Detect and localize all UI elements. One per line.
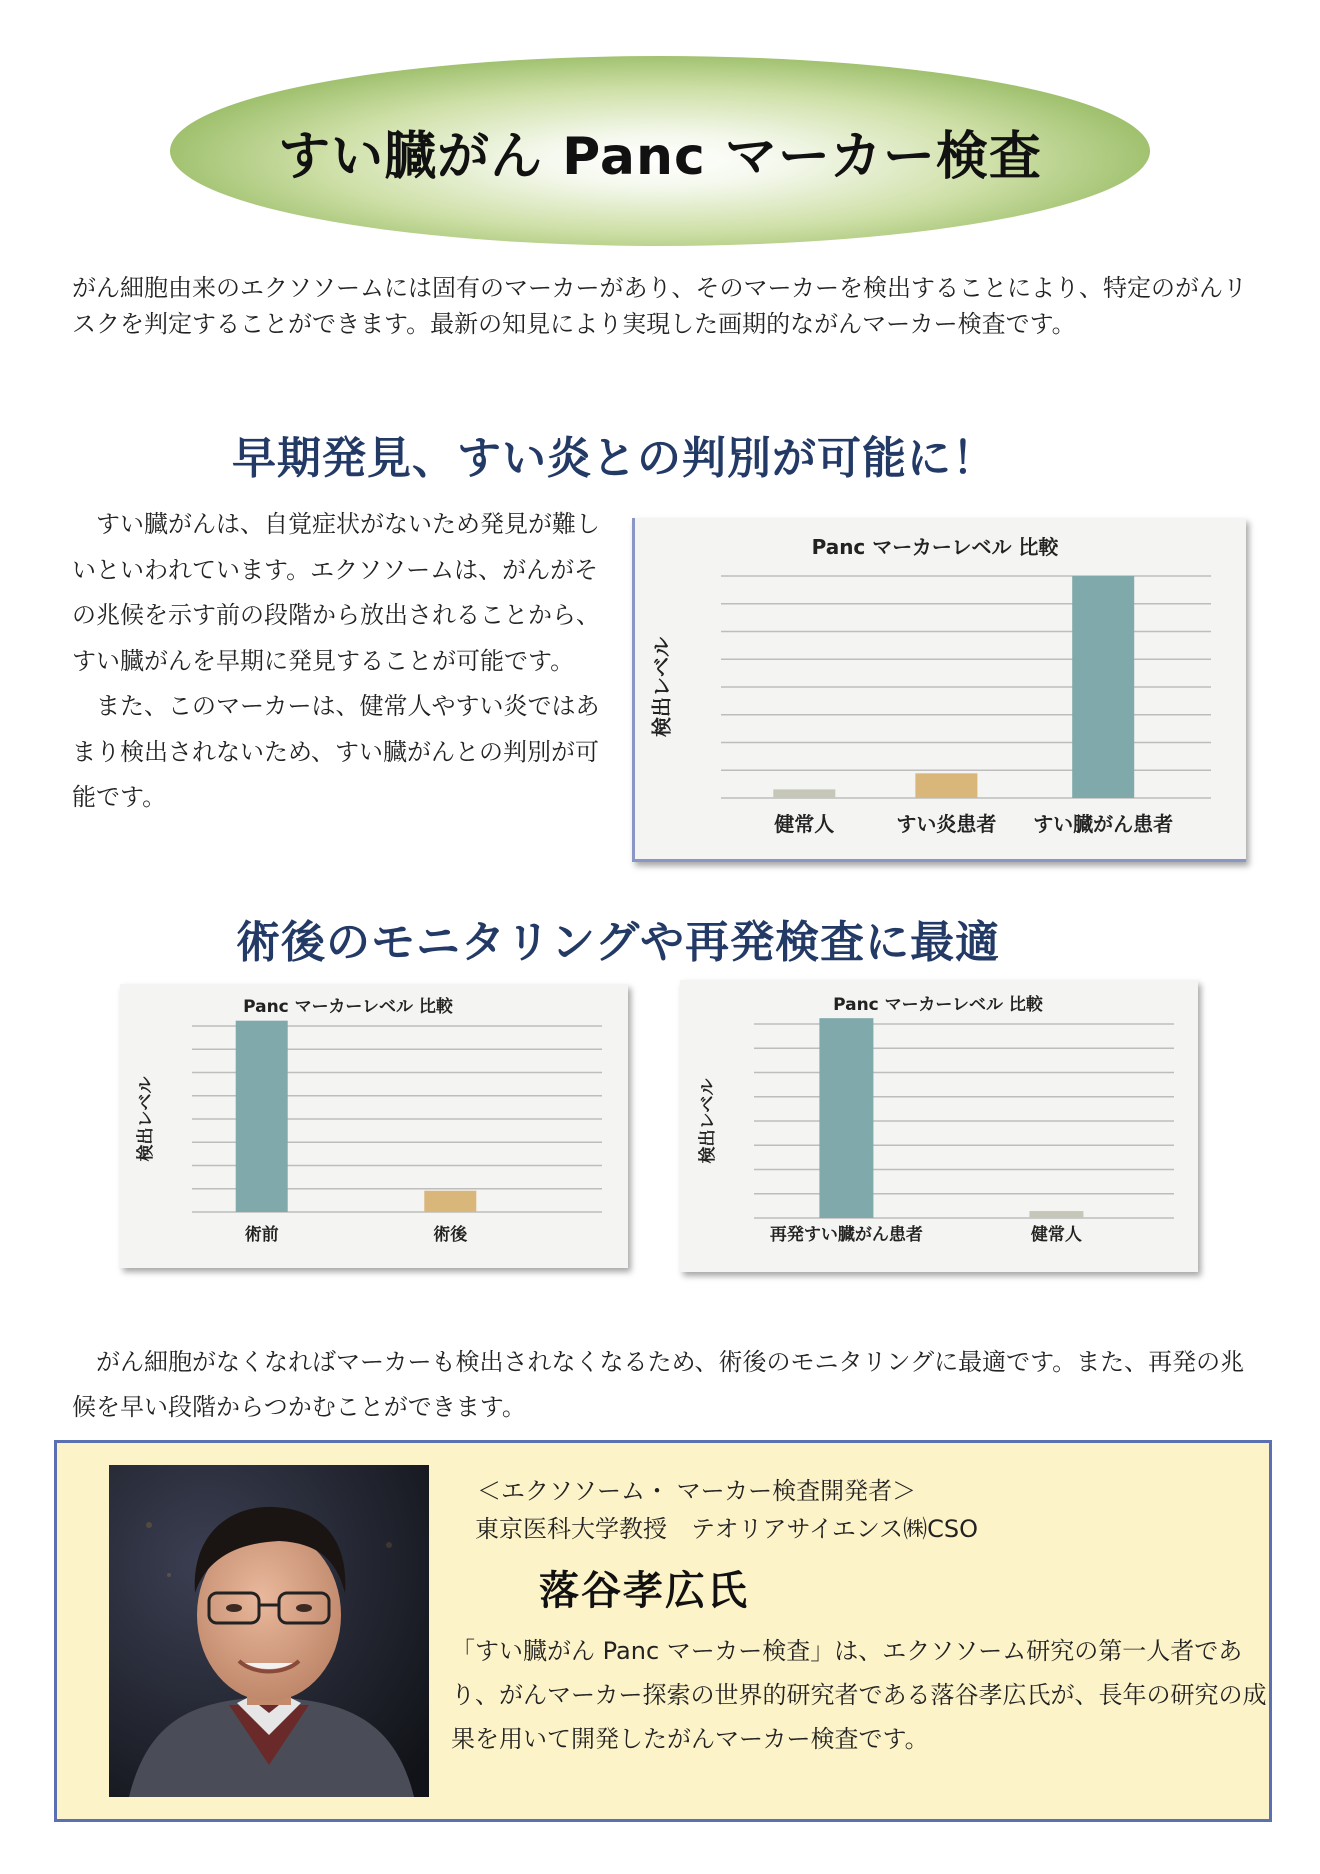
category-label: 術後 <box>433 1225 468 1245</box>
bar-0 <box>236 1021 288 1212</box>
section2-heading: 術後のモニタリングや再発検査に最適 <box>236 917 1001 968</box>
y-axis-label: 検出レベル <box>649 637 674 737</box>
chart-recurrence <box>680 980 1198 1272</box>
chart-pre-post-surgery <box>120 984 628 1268</box>
developer-photo <box>109 1465 429 1797</box>
category-label: すい炎患者 <box>896 812 997 836</box>
category-label: 健常人 <box>774 812 835 836</box>
section2-paragraph: がん細胞がなくなればマーカーも検出されなくなるため、術後のモニタリングに最適です。また、再発の兆候を早い段階からつかむことができます。 <box>72 1348 1245 1421</box>
category-label: 再発すい臓がん患者 <box>769 1225 923 1245</box>
chart-panc-comparison <box>632 518 1246 862</box>
bar-0 <box>819 1018 873 1218</box>
bar-0 <box>773 789 835 798</box>
section1-heading: 早期発見、すい炎との判別が可能に！ <box>232 433 997 484</box>
bar-1 <box>915 773 977 798</box>
page-title: すい臓がん Panc マーカー検査 <box>278 126 1042 187</box>
developer-role: ＜エクソソーム・ マーカー検査開発者＞ <box>477 1477 917 1505</box>
chart-svg <box>635 518 1249 862</box>
chart-svg <box>680 980 1198 1272</box>
developer-profile <box>54 1440 1272 1822</box>
y-axis-label: 検出レベル <box>698 1078 718 1164</box>
bar-1 <box>1029 1211 1083 1218</box>
section1-paragraph-2: また、このマーカーは、健常人やすい炎ではあまり検出されないため、すい臓がんとの判別が可能です。 <box>72 692 600 811</box>
chart-title: Panc マーカーレベル 比較 <box>833 995 1043 1015</box>
category-label: 健常人 <box>1030 1225 1082 1245</box>
portrait-image <box>109 1465 429 1797</box>
category-label: すい臓がん患者 <box>1033 812 1174 836</box>
category-label: 術前 <box>244 1225 279 1245</box>
chart-title: Panc マーカーレベル 比較 <box>243 997 453 1017</box>
bar-1 <box>424 1191 476 1212</box>
section1-text <box>72 502 612 821</box>
bar-2 <box>1072 576 1134 798</box>
developer-description: 「すい臓がん Panc マーカー検査」は、エクソソーム研究の第一人者であり、がんマーカー探索の世界的研究者である落谷孝広氏が、長年の研究の成果を用いて開発したがんマーカー検査です。 <box>451 1637 1267 1753</box>
section2-text <box>72 1340 1262 1430</box>
title-banner <box>170 56 1150 246</box>
chart-title: Panc マーカーレベル 比較 <box>811 535 1059 559</box>
section1-paragraph-1: すい臓がんは、自覚症状がないため発見が難しいといわれています。エクソソームは、がんがその兆候を示す前の段階から放出されることから、すい臓がんを早期に発見することが可能です。 <box>72 510 600 675</box>
y-axis-label: 検出レベル <box>136 1076 156 1162</box>
developer-organization: 東京医科大学教授 テオリアサイエンス㈱CSO <box>475 1515 979 1543</box>
developer-name: 落谷孝広氏 <box>539 1568 749 1614</box>
chart-svg <box>120 984 628 1268</box>
intro-text: がん細胞由来のエクソソームには固有のマーカーがあり、そのマーカーを検出することにより、特定のがんリスクを判定することができます。最新の知見により実現した画期的ながんマーカー検査です。 <box>72 274 1248 338</box>
